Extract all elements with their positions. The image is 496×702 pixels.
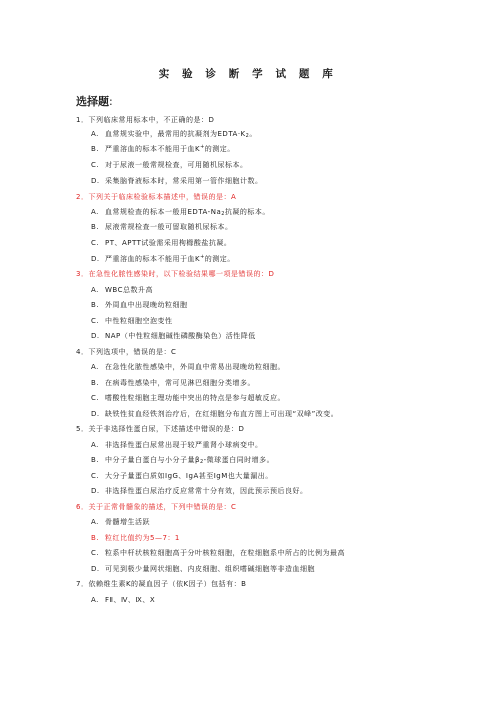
question-1-option-b: B. 严重溶血的标本不能用于血K+的测定。 (91, 144, 235, 153)
page-title: 实 验 诊 断 学 试 题 库 (158, 68, 338, 80)
question-6-option-a: A. 骨髓增生活跃 (91, 518, 150, 526)
question-5-option-c: C. 大分子量蛋白质如IgG、IgA甚至IgM也大量漏出。 (91, 472, 273, 480)
question-3-option-a: A. WBC总数升高 (91, 286, 153, 294)
question-2-option-a: A. 血常规检查的标本一般用EDTA-$Na_2$抗凝的标本。 (91, 208, 270, 217)
question-2-option-b: B. 尿液常规检查一般可留取随机尿标本。 (91, 223, 233, 231)
question-6-option-d: D. 可见到极少量网状细胞、内皮细胞、组织嗜碱细胞等非造血细胞 (91, 565, 315, 573)
section-heading (76, 93, 113, 109)
question-4-option-a: A. 在急性化脓性感染中，外周血中常易出现晚幼粒细胞。 (91, 363, 285, 371)
question-5-option-a: A. 非选择性蛋白尿常出现于较严重肾小球病变中。 (91, 441, 263, 449)
question-2-option-c: C. PT、APTT试验需采用枸橼酸盐抗凝。 (91, 239, 232, 247)
question-7-stem: 7．依赖维生素K的凝血因子（依K因子）包括有：B (76, 580, 247, 588)
section-colon: : (109, 95, 113, 108)
question-5-stem: 5．关于非选择性蛋白尿，下述描述中错误的是：D (76, 425, 245, 433)
question-6-option-c: C. 粒系中杆状核粒细胞高于分叶核粒细胞，在粒细胞系中所占的比例为最高 (91, 549, 345, 557)
question-3-option-b: B. 外周血中出现晚幼粒细胞 (91, 301, 188, 309)
question-5-option-b: B. 中分子量白蛋白与小分子量$\beta_2-$微球蛋白同时增多。 (91, 456, 275, 465)
question-4-option-b: B. 在病毒性感染中，常可见淋巴细胞分类增多。 (91, 379, 255, 387)
question-3-option-c: C. 中性粒细胞空泡变性 (91, 317, 173, 325)
question-2-stem: 2．下列关于临床检验标本描述中，错误的是：A (76, 193, 237, 201)
question-3-stem: 3．在急性化脓性感染时，以下检验结果哪一项是错误的：D (76, 270, 275, 278)
question-5-option-d: D. 非选择性蛋白尿治疗反应常常十分有效，因此预示预后良好。 (91, 487, 308, 495)
question-6-option-b: B. 粒红比值约为5—7：1 (91, 534, 180, 542)
question-4-stem: 4．下列选项中，错误的是：C (76, 348, 177, 356)
question-3-option-d: D. NAP（中性粒细胞碱性磷酸酶染色）活性降低 (91, 332, 256, 340)
question-1-option-d: D. 采集脑脊液标本时，常采用第一管作细胞计数。 (91, 177, 263, 185)
question-1-option-a: A. 血常规实验中，最常用的抗凝剂为$EDTA\cdot K_2$。 (91, 130, 257, 139)
question-2-option-d: D. 严重溶血的标本不能用于血K+的测定。 (91, 254, 235, 263)
section-label: 选择题 (76, 95, 109, 108)
question-6-stem: 6．关于正常骨髓象的描述，下列中错误的是：C (76, 503, 237, 511)
question-1-stem: 1．下列临床常用标本中，不正确的是：D (76, 116, 215, 124)
question-1-option-c: C. 对于尿液一般常规检查，可用随机尿标本。 (91, 161, 248, 169)
question-4-option-c: C. 嗜酸性粒细胞主理功能中突出的特点是参与超敏反应。 (91, 394, 285, 402)
question-4-option-d: D. 缺铁性贫血经铁剂治疗后，在红细胞分布直方图上可出现“双峰”改变。 (91, 410, 339, 418)
question-7-option-a: A. FⅡ、Ⅳ、Ⅸ、Ⅹ (91, 596, 156, 604)
